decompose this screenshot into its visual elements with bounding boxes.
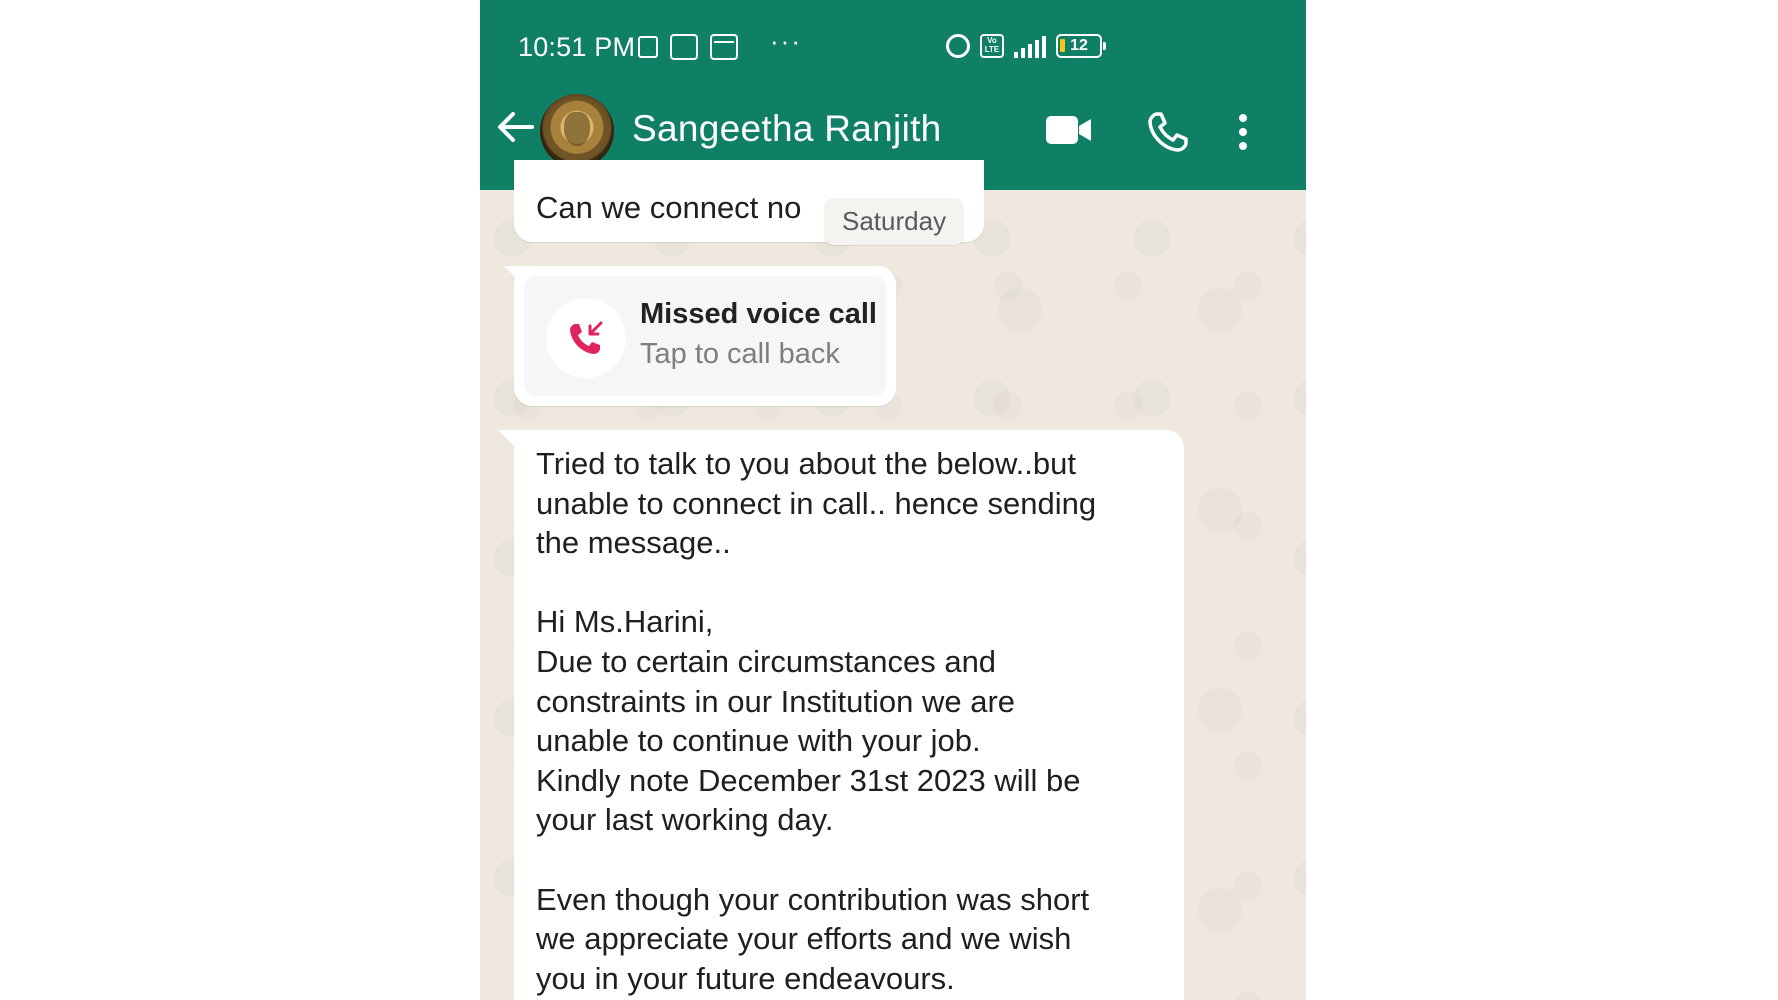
message-body bbox=[536, 444, 1164, 998]
contact-name[interactable]: Sangeetha Ranjith bbox=[632, 108, 942, 149]
voice-call-icon[interactable] bbox=[1148, 112, 1188, 152]
missed-call-icon bbox=[568, 320, 604, 356]
message-line: Due to certain circumstances and bbox=[536, 643, 997, 679]
missed-call-card[interactable] bbox=[524, 276, 886, 396]
message-line: the message.. bbox=[536, 525, 731, 561]
missed-call-subtitle[interactable]: Tap to call back bbox=[640, 338, 840, 370]
volte-icon: Vo LTE bbox=[980, 34, 1004, 58]
video-call-icon[interactable] bbox=[1046, 114, 1092, 146]
alarm-icon bbox=[946, 34, 970, 58]
phone-screen bbox=[480, 0, 1306, 1000]
message-line: Even though your contribution was short bbox=[536, 881, 1090, 917]
notification-icon bbox=[638, 36, 658, 58]
message-line: unable to continue with your job. bbox=[536, 723, 981, 759]
status-time: 10:51 PM bbox=[518, 32, 636, 62]
message-text: Can we connect no bbox=[536, 190, 802, 225]
more-notifications-icon: ··· bbox=[770, 26, 802, 56]
avatar[interactable] bbox=[540, 94, 614, 168]
message-line: Kindly note December 31st 2023 will be bbox=[536, 762, 1081, 798]
message-line: your last working day. bbox=[536, 802, 834, 838]
message-line: Hi Ms.Harini, bbox=[536, 604, 714, 640]
message-line: Tried to talk to you about the below..but bbox=[536, 446, 1076, 481]
missed-call-title: Missed voice call bbox=[640, 298, 877, 330]
calendar-app-icon bbox=[670, 34, 698, 60]
signal-icon bbox=[1014, 34, 1046, 58]
message-line: you in your future endeavours. bbox=[536, 960, 955, 996]
back-arrow-icon[interactable] bbox=[496, 110, 534, 144]
missed-call-bubble[interactable] bbox=[514, 266, 896, 406]
missed-call-icon-circle bbox=[546, 298, 626, 378]
battery-icon bbox=[1056, 34, 1102, 58]
status-icons-right bbox=[946, 34, 1102, 58]
more-options-icon[interactable] bbox=[1236, 112, 1250, 152]
date-separator: Saturday bbox=[824, 198, 964, 245]
message-line: constraints in our Institution we are bbox=[536, 683, 1016, 719]
message-line: we appreciate your efforts and we wish bbox=[536, 921, 1072, 957]
calendar-icon bbox=[710, 34, 738, 60]
status-icons-left bbox=[638, 26, 802, 60]
message-bubble[interactable] bbox=[514, 430, 1184, 1000]
battery-level: 12 bbox=[1070, 37, 1088, 54]
message-line: unable to connect in call.. hence sending bbox=[536, 485, 1097, 521]
